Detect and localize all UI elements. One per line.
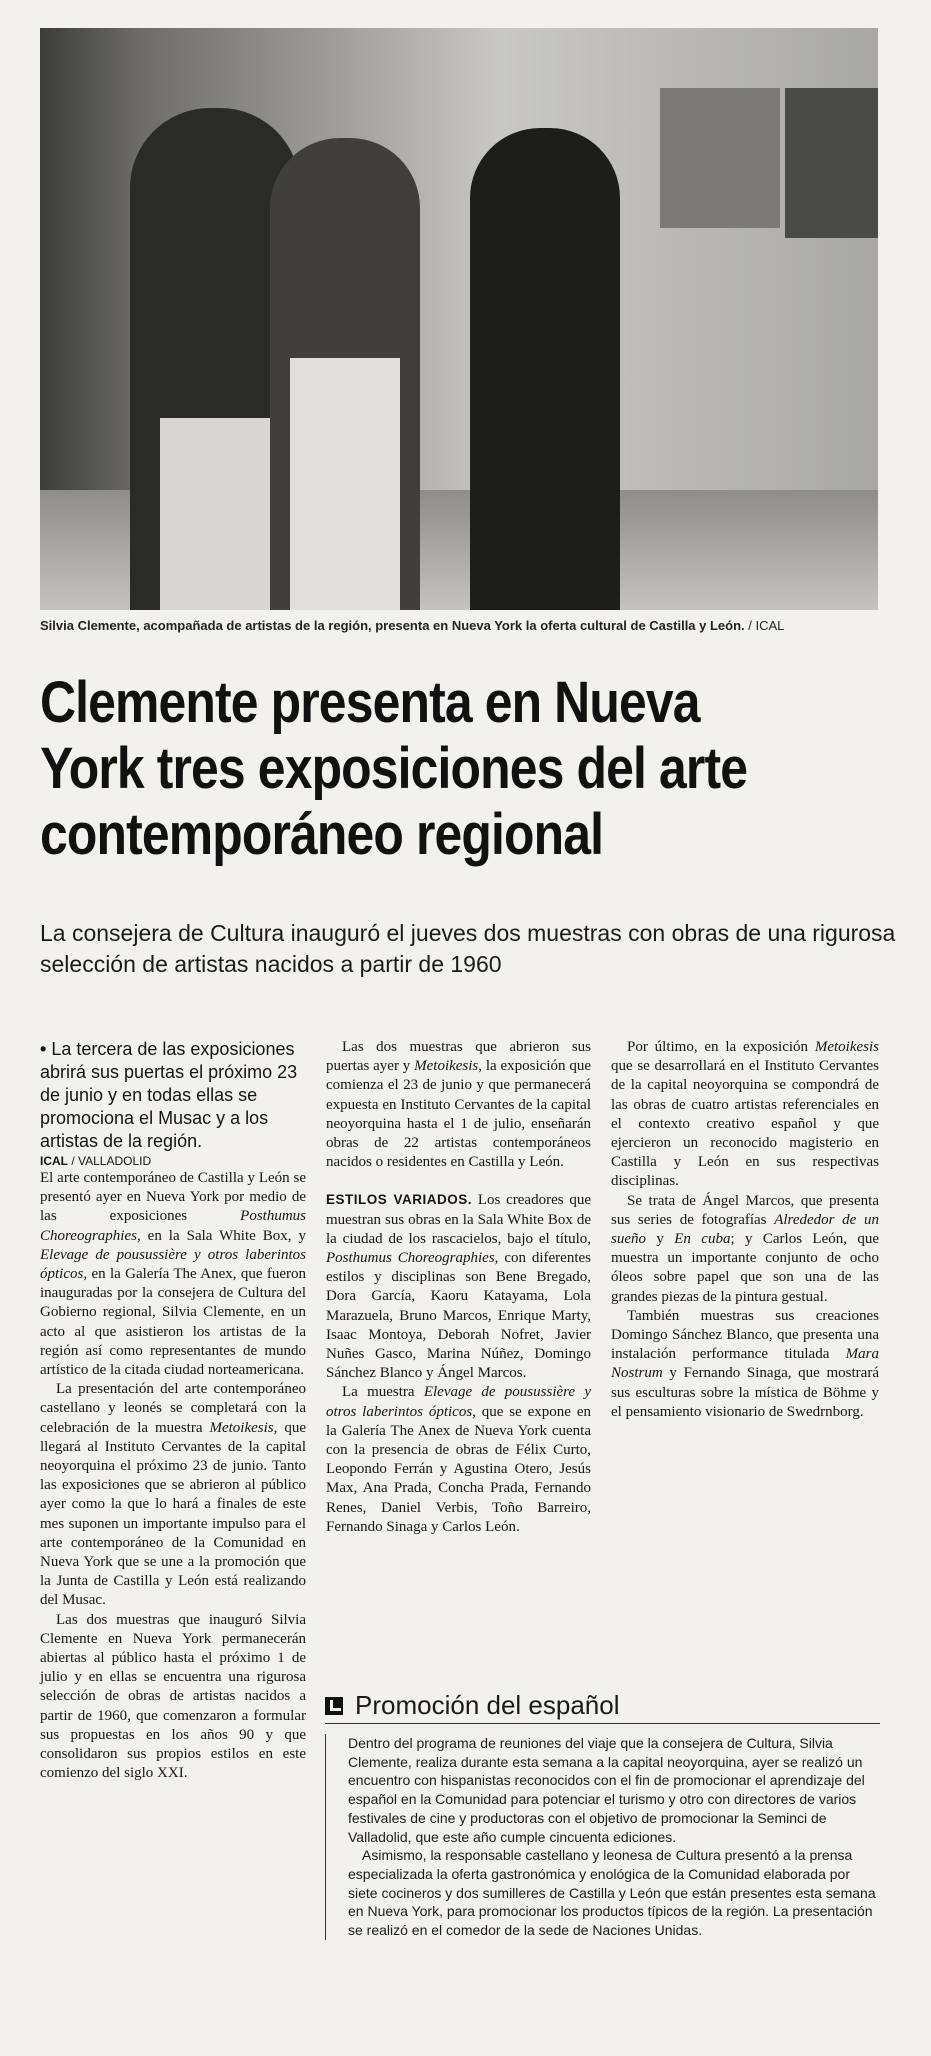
body-text: , en la Galería The Anex, que fueron inauguradas por la consejera de Cultura del Gobierno regional, Silvia Clemente, en un acto al que asistieron los artistas de la región así como representantes de mundo artístico de la citada ciudad norteamericana. [40,1266,306,1379]
sidebar-box [325,1690,880,1940]
article-box-icon [325,1697,343,1715]
body-paragraph: Las dos muestras que inauguró Silvia Clemente en Nueva York permanecerán abiertas al público hasta el próximo 1 de julio y en ellas se encuentra una rigurosa selección de obras de artistas nacidos a partir de 1960, que comenzaron a formular sus propuestas en los años 90 y que consolidaron sus propios estilos en este comienzo del siglo XXI. [40,1611,306,1782]
sidebar-paragraph: Asimismo, la responsable castellano y leonesa de Cultura presentó a la prensa especializada la oferta gastronómica y enológica de la Comunidad elaborada por siete cocineros y dos sumilleres de Castilla y León que están presentes esta semana en Nueva York, para promocionar los productos típicos de la región. La presentación se realizó en el comedor de la sede de Naciones Unidas. [348,1847,876,1939]
photo-person [470,128,620,610]
body-text: , con diferentes estilos y disciplinas son Bene Bregado, Dora García, Kaoru Katayama, Lola Marazuela, Bruno Marcos, Enrique Marty, Isaac Montoya, Deborah Nofret, Javier Nuñes Gasco, Marina Núñez, Domingo Sánchez Blanco y Ángel Marcos. [326,1250,591,1382]
exhibition-title: Elevage de pousussière y otros laberintos ópticos [326,1384,591,1420]
news-photo [40,28,878,610]
byline [40,1153,306,1169]
exhibition-title: Posthumus Choreographies [326,1250,495,1267]
body-text: , que se expone en la Galería The Anex de Nueva York cuenta con la presencia de obras de Félix Curto, Leopondo Ferrán y Agustina Otero, Jesús Max, Ana Prada, Concha Prada, Fernando Renes, Daniel Verbis, Toño Barreiro, Fernando Sinaga y Carlos León. [326,1403,591,1535]
article-column-2 [326,1038,591,1537]
body-paragraph [40,1380,306,1610]
work-title: Mara Nostrum [611,1346,879,1382]
body-paragraph [611,1307,879,1422]
body-text: Por último, en la exposición [627,1039,815,1055]
sidebar-box-title: Promoción del español [355,1690,620,1720]
body-text: La presentación del arte contemporáneo castellano y leonés se completará con la celebración de la muestra [40,1381,306,1436]
body-paragraph [611,1038,879,1192]
sidebar-box-body [325,1734,880,1940]
body-text: , la exposición que comienza el 23 de junio y que permanecerá expuesta en Instituto Cervantes de la capital neoyorquina hasta el 1 de julio, enseñarán obras de 22 artistas contemporáneos nacidos o residentes en Castilla y León. [326,1058,591,1171]
section-lead: ESTILOS VARIADOS. [326,1192,473,1208]
series-title: En cuba [674,1231,731,1248]
body-text: , en la Sala White Box, y [136,1227,306,1244]
body-paragraph [611,1192,879,1307]
headline: Clemente presenta en Nueva York tres exposiciones del arte contemporáneo regional [40,670,748,867]
body-text: que se desarrollará en el Instituto Cervantes de la capital neoyorquina se compondrá de las obras de cuatro artistas referenciales en el contexto creativo español y que ejercieron un reconocido magisterio en Castilla y León en sus respectivas disciplinas. [611,1058,879,1190]
body-text: Se trata de Ángel Marcos, que presenta sus series de fotografías [611,1192,879,1228]
exhibition-title: Metoikesis [414,1058,479,1075]
body-text: y [646,1231,675,1248]
photo-person-legs [160,418,270,610]
body-paragraph [40,1169,306,1380]
exhibition-title: Posthumus Choreographies [40,1208,306,1244]
exhibition-title: Metoikesis [209,1419,274,1436]
exhibition-title: Elevage de pousussière y otros laberintos ópticos [40,1246,306,1283]
byline-agency: ICAL [40,1154,68,1168]
summary-highlight [40,1038,306,1153]
body-text: El arte contemporáneo de Castilla y León se presentó ayer en Nueva York por medio de las exposiciones [40,1170,306,1225]
sidebar-box-header [325,1690,880,1724]
body-text: , que llegará al Instituto Cervantes de la capital neoyorquina el próximo 23 de junio. Tanto las exposiciones que se abrieron al público ayer como la que lo hará a finales de este mes suponen un importante impulso para el arte contemporáneo de la Comunidad en Nueva York que se une a la promoción que la Junta de Castilla y León está realizando del Musac. [40,1419,306,1609]
body-paragraph [326,1038,591,1172]
body-text: La muestra [342,1384,424,1401]
sidebar-paragraph: Dentro del programa de reuniones del viaje que la consejera de Cultura, Silvia Clemente, realiza durante esta semana a la capital neoyorquina, ayer se realizó un encuentro con hispanistas reconocidos con el fin de promocionar el aprendizaje del español en la Comunidad para potenciar el turismo y otro con directores de varios festivales de cine y productoras con el objetivo de promocionar la Seminci de Valladolid, que este año cumple cincuenta ediciones. [348,1735,865,1845]
article-column-3 [611,1038,879,1422]
exhibition-title: Metoikesis [814,1039,879,1055]
photo-person-legs [290,358,400,610]
article-column-1 [40,1038,306,1784]
body-text: Los creadores que muestran sus obras en la Sala White Box de la ciudad de los rascacielos, bajo el título, [326,1192,591,1247]
subheadline: La consejera de Cultura inauguró el jueves dos muestras con obras de una rigurosa selección de artistas nacidos a partir de 1960 [40,920,896,977]
summary-bullet-icon: • [40,1039,47,1059]
body-text: Las dos muestras que abrieron sus puertas ayer y [326,1039,591,1075]
photo-artwork [785,88,878,238]
byline-place: / VALLADOLID [71,1154,152,1168]
summary-text: La tercera de las exposiciones abrirá sus puertas el próximo 23 de junio y en todas ellas se promociona el Musac y a los artistas de la región. [40,1039,298,1151]
photo-person [270,138,420,610]
photo-caption [40,618,900,633]
photo-credit: / ICAL [748,618,785,633]
body-paragraph [326,1383,591,1537]
body-text: y Fernando Sinaga, que mostrará sus esculturas sobre la mística de Böhme y el pensamiento visionario de Swedrnborg. [611,1365,879,1420]
photo-artwork [660,88,780,228]
photo-caption-text: Silvia Clemente, acompañada de artistas de la región, presenta en Nueva York la oferta cultural de Castilla y León. [40,618,745,633]
body-text: También muestras sus creaciones Domingo Sánchez Blanco, que presenta una instalación performance titulada [611,1307,879,1363]
body-text: ; y Carlos León, que muestra un importante conjunto de ocho óleos sobre papel que son una de las grandes piezas de la pintura gestual. [611,1231,880,1305]
body-paragraph [326,1190,591,1383]
series-title: Alrededor de un sueño [611,1211,879,1248]
